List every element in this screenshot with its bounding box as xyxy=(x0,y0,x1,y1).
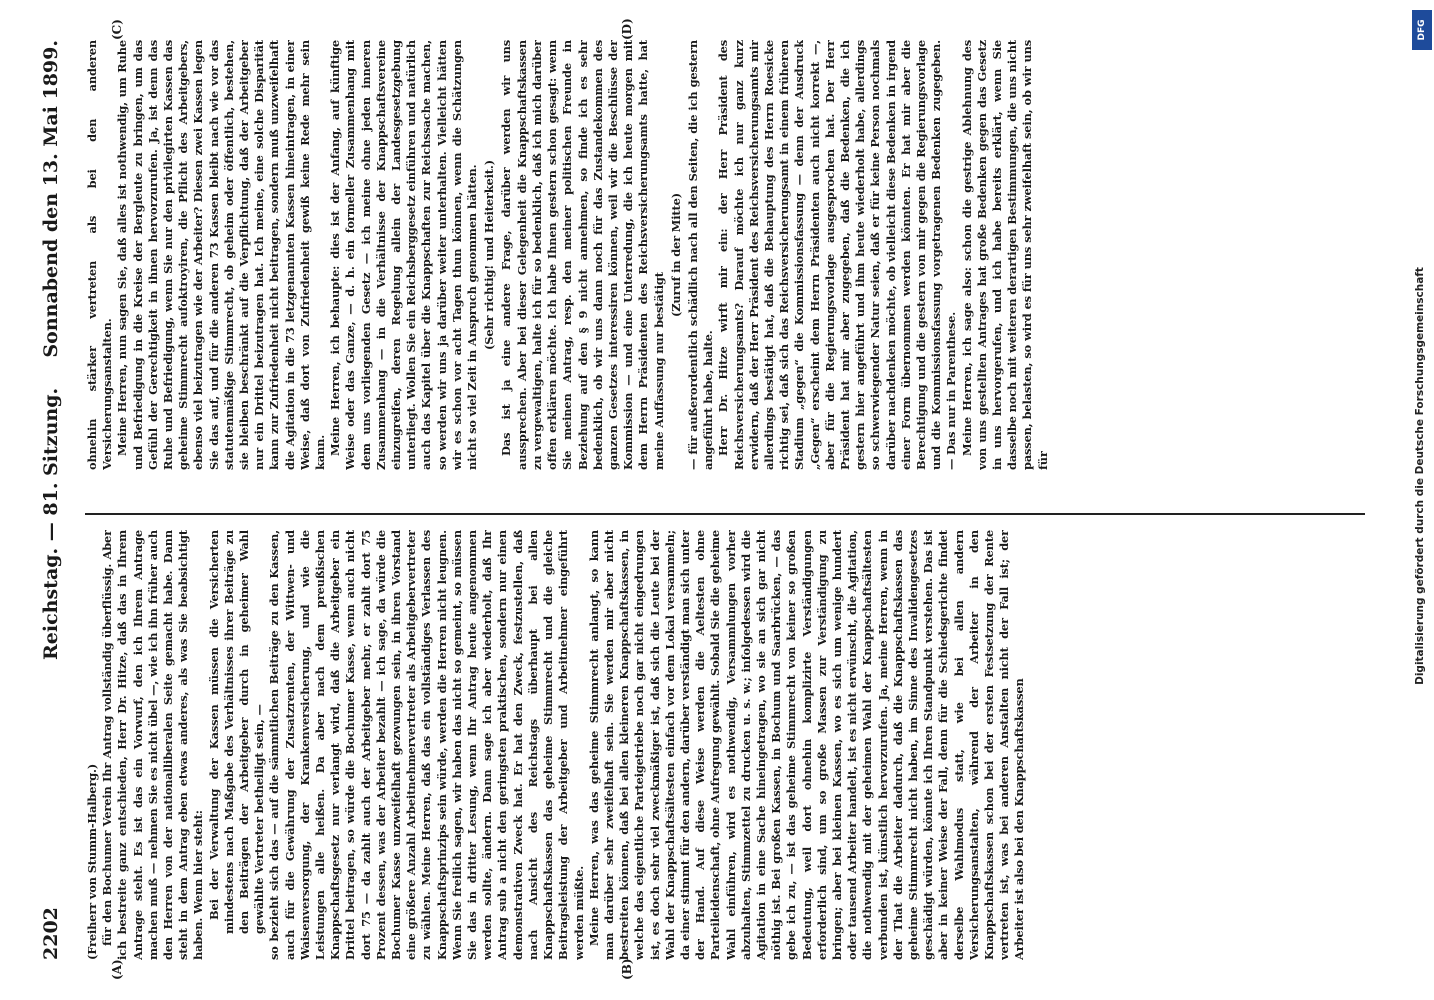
margin-marker-d: (D) xyxy=(620,18,634,40)
interjection: (Sehr richtig! und Heiterkeit.) xyxy=(482,160,497,350)
paragraph: so bezieht sich das — auf die sämmtlichen Beiträge zu den Kassen, auch für die Gewährung der Zusatzrenten, der Wittwen- und Waisenversorgung, der Krankenversicherung, und wie die Leistungen alle heißen. Da aber nach dem preußischen Knappschaftsgesetz nur verlangt wird, daß die Arbeitgeber ein Drittel beitragen, so würde die Bochumer Kasse, wenn auch nicht dort 75 — da zahlt auch der Arbeitgeber mehr, er zahlt dort 75 Prozent dessen, was der Arbeiter bezahlt — ich sage, da würde die Bochumer Kasse unzweifelhaft gezwungen sein, in ihren Vorstand eine größere Anzahl Arbeitnehmervertreter als Arbeitgebervertreter zu wählen. Meine Herren, daß das ein vollständiges Verlassen des Knappschaftsprinzips sein würde, werden die Herren nicht leugnen. Wenn Sie freilich sagen, wir haben das nicht so gemeint, so müssen Sie das in dritter Lesung, wenn Ihr Antrag heute angenommen werden sollte, ändern. Dann sage ich aber wiederholt, daß Ihr Antrag sub a nicht den geringsten praktischen, sondern nur einen demonstrativen Zweck hat. Er hat den Zweck, festzustellen, daß nach Ansicht des Reichstags überhaupt bei allen Knappschaftskassen das geheime Stimmrecht und die gleiche Beitragsleistung der Arbeitgeber und Arbeitnehmer eingeführt werden müßte. xyxy=(267,530,586,960)
margin-marker-a: (A) xyxy=(110,959,124,980)
digitization-note: Digitalisierung gefördert durch die Deutsche Forschungsgemeinschaft xyxy=(1414,267,1426,685)
paragraph: Meine Herren, nun sagen Sie, daß alles ist nothwendig, um Ruhe und Befriedigung in die Kreise der Bergleute zu bringen, um das Gefühl der Gerechtigkeit in ihnen hervorzurufen. Ja, ist denn das Ruhe und Befriedigung, wenn Sie nur den privilegirten Kassen das geheime Stimmrecht aufoktroyiren, die Pflicht des Arbeitgebers, ebenso viel beizutragen wie der Arbeiter? Diesen zwei Kassen legen Sie das auf, und für die anderen 73 Kassen bleibt nach wie vor das statutenmäßige Stimmrecht, ob geheim oder öffentlich, bestehen, sie bleiben beschränkt auf die Verpflichtung, daß der Arbeitgeber nur ein Drittel beizutragen hat. Ich meine, eine solche Disparität kann zur Zufriedenheit nicht beitragen, sondern muß unzweifelhaft die Agitation in die 73 letzgenannten Kassen hineintragen, in einer Weise, daß dort von Zufriedenheit gewiß keine Rede mehr sein kann. xyxy=(115,40,328,470)
paragraph: Das ist ja eine andere Frage, darüber werden wir uns aussprechen. Aber bei dieser Gelegenheit die Knappschaftskassen zu vergewaltigen, halte ich für so bedenklich, daß ich mich darüber offen erklären möchte. Ich habe Ihnen gestern schon gesagt: wenn Sie meinen Antrag, resp. den meiner politischen Freunde in Beziehung auf den § 9 nicht annehmen, so finde ich es sehr bedenklich, ob wir uns dann noch für das Zustandekommen des ganzen Gesetzes interessiren können, weil wir die Beschlüsse der Kommission — und eine Unterredung, die ich heute morgen mit dem Herrn Präsidenten des Reichsversicherungsamts hatte, hat meine Auffassung nur bestätigt xyxy=(499,40,666,470)
speaker-line: (Freiherr von Stumm-Halberg.) xyxy=(85,763,99,960)
session-title: Reichstag. — 81. Sitzung. xyxy=(40,387,62,660)
dfg-logo: DFG xyxy=(1412,10,1432,50)
column-divider xyxy=(85,513,1365,515)
interjection: (Zuruf in der Mitte) xyxy=(668,193,683,317)
page-header xyxy=(40,40,70,960)
margin-marker-b: (B) xyxy=(620,958,634,980)
paragraph: ohnehin stärker vertreten als bei den anderen Versicherungsanstalten. xyxy=(85,40,115,470)
right-text-column xyxy=(85,40,1365,470)
session-date: Sonnabend den 13. Mai 1899. xyxy=(40,40,62,358)
margin-marker-c: (C) xyxy=(110,19,124,40)
paragraph: Meine Herren, ich behaupte: dies ist der Anfang, auf künftige Weise oder das Ganze, — d. h. ein formeller Zusammenhang mit dem uns vorliegenden Gesetz — ich meine ohne jeden inneren Zusammenhang — in die Verhältnisse der Knappschaftsvereine einzugreifen, deren Regelung allein der Landesgesetzgebung unterliegt. Wollen Sie ein Reichsberggesetz einführen und natürlich auch das Kapitel über die Knappschaften zur Reichssache machen, so werden wir uns ja darüber weiter unterhalten. Vielleicht hätten wir es schon vor acht Tagen thun können, wenn die Schätzungen nicht so viel Zeit in Anspruch genommen hätten. xyxy=(328,40,480,470)
paragraph: Meine Herren, ich sage also: schon die gestrige Ablehnung des von uns gestellten Antrages hat große Bedenken gegen das Gesetz in uns hervorgerufen, und ich habe bereits erklärt, wenn Sie dasselbe noch mit weiteren derartigen Bestimmungen, die uns nicht passen, belasten, so wird es für uns sehr zweifelhaft sein, ob wir uns für xyxy=(959,40,1050,470)
quoted-paragraph: Bei der Verwaltung der Kassen müssen die Versicherten mindestens nach Maßgabe des Verhältnisses ihrer Beiträge zu den Beiträgen der Arbeitgeber durch in geheimer Wahl gewählte Vertreter betheiligt sein, — xyxy=(206,530,267,934)
page-number: 2202 xyxy=(40,907,62,960)
left-text-column xyxy=(85,530,1365,960)
digitization-sidebar xyxy=(1410,10,1434,990)
paragraph: für den Bochumer Verein Ihr Antrag vollständig überflüssig. Aber ich bestreite ganz entschieden, Herr Dr. Hitze, daß das in Ihrem Antrage steht. Es ist das ein Vorwurf, den ich Ihrem Antrage machen muß — nehmen Sie es nicht übel —, wie ich ihn früher auch den Herren von der nationalliberalen Seite gemacht habe. Dann steht in dem Antrag eben etwas anderes, als was Sie beabsichtigt haben. Wenn hier steht: xyxy=(100,530,206,960)
paragraph: Herr Dr. Hitze wirft mir ein: der Herr Präsident des Reichsversicherungsamts? Darauf möchte ich nur ganz kurz erwidern, daß der Herr Präsident des Reichsversicherungsamts mir allerdings bestätigt hat, daß die Behauptung des Herrn Roesicke richtig sei, daß sich das Reichsversicherungsamt in einem früheren Stadium „gegen“ die Kommissionsfassung — denn der Ausdruck „Gegen“ erscheint dem Herrn Präsidenten auch nicht korrekt —, aber für die Regierungsvorlage ausgesprochen hat. Der Herr Präsident hat mir aber zugegeben, daß die Bedenken, die ich gestern hier angeführt und ihm heute wiederholt habe, allerdings so schwerwiegender Natur seien, daß er für keine Person nochmals darüber nachdenken möchte, ob vielleicht diese Bedenken in irgend einer Form übernommen werden könnten. Er hat mir aber die Berechtigung und die gestern von mir gegen die Regierungsvorlage und die Kommissionsfassung vorgetragenen Bedenken zugegeben. — Das nur in Parenthese. xyxy=(716,40,959,470)
paragraph: Meine Herren, was das geheime Stimmrecht anlangt, so kann man darüber sehr zweifelhaft sein. Sie werden mir aber nicht bestreiten können, daß bei allen kleineren Knappschaftskassen, in welche das eigentliche Parteigetriebe noch gar nicht eingedrungen ist, es doch sehr viel zweckmäßiger ist, daß sich die Leute bei der Wahl der Knappschaftsältesten einfach vor dem Lokal versammeln; da einer stimmt für den andern, darüber verständigt man sich unter der Hand. Auf diese Weise werden die Aeltesten ohne Parteileidenschaft, ohne Aufregung gewählt. Sobald Sie die geheime Wahl einführen, wird es nothwendig, Versammlungen vorher abzuhalten, Stimmzettel zu drucken u. s. w.; infolgedessen wird die Agitation in eine Sache hineingetragen, wo sie an sich gar nicht nöthig ist. Bei großen Kassen, in Bochum und Saarbrücken, — das gebe ich zu, — ist das geheime Stimmrecht von keiner so großen Bedeutung, weil dort ohnehin komplizirte Verständigungen erforderlich sind, um so große Massen zur Verständigung zu bringen; aber bei kleinen Kassen, wo es sich um wenige hundert oder tausend Arbeiter handelt, ist es nicht erwünscht, die Agitation, die nothwendig mit der geheimen Wahl der Knappschaftsältesten verbunden ist, künstlich hervorzurufen. Ja, meine Herren, wenn in der That die Arbeiter dadurch, daß die Knappschaftskassen das geheime Stimmrecht nicht haben, im Sinne des Invalidengesetzes geschädigt würden, könnte ich Ihren Standpunkt verstehen. Das ist aber in keiner Weise der Fall, denn für die Schiedsgerichte findet derselbe Wahlmodus statt, wie bei allen andern Versicherungsanstalten, während der Arbeiter in den Knappschaftskassen schon bei der ersten Festsetzung der Rente vertreten ist, was bei anderen Anstalten nicht der Fall ist; der Arbeiter ist also bei den Knappschaftskassen xyxy=(586,530,1027,960)
paragraph: — für außerordentlich schädlich nach all den Seiten, die ich gestern angeführt habe, halte. xyxy=(685,40,716,470)
